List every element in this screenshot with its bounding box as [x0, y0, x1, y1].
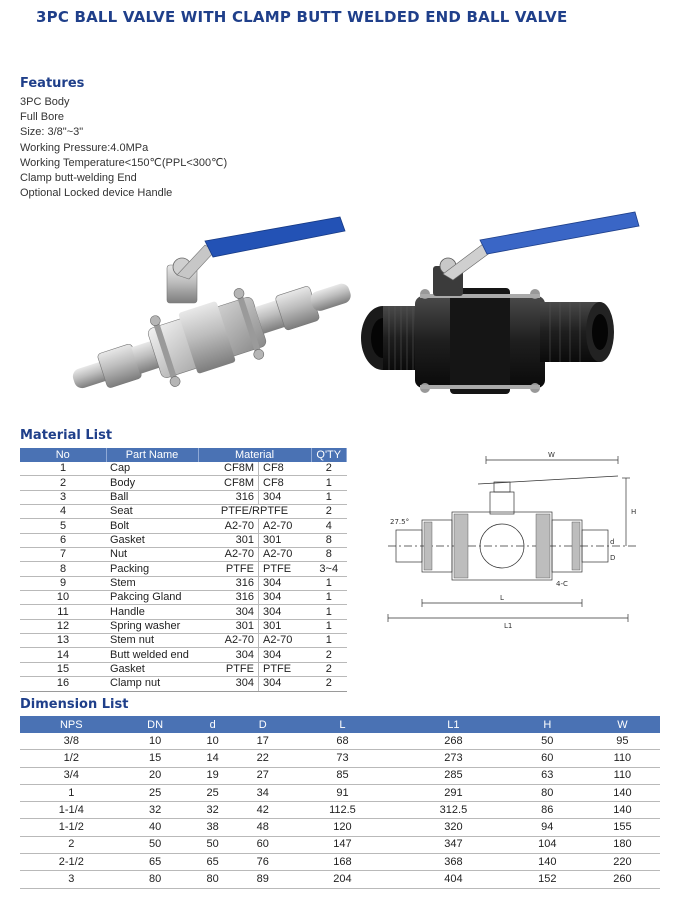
col-qty: Q'TY [311, 448, 347, 462]
material-part-cell: Butt welded end [106, 648, 198, 662]
page-title: 3PC BALL VALVE WITH CLAMP BUTT WELDED END BALL VALVE [36, 8, 568, 26]
dimension-cell: 260 [585, 871, 660, 888]
material-part-cell: Gasket [106, 533, 198, 547]
material-spec-alt-cell: CF8 [259, 476, 312, 490]
material-spec-cell: PTFE [198, 562, 259, 576]
dim-col-nps: NPS [20, 716, 123, 733]
dim-col-l: L [288, 716, 397, 733]
dimension-cell: 50 [510, 733, 585, 750]
material-part-cell: Handle [106, 605, 198, 619]
material-spec-cell: PTFE [198, 662, 259, 676]
material-spec-alt-cell: 304 [259, 591, 312, 605]
material-table-header [20, 448, 347, 462]
material-qty-cell: 1 [311, 576, 347, 590]
material-qty-cell: 1 [311, 619, 347, 633]
dimension-cell: 32 [123, 802, 188, 819]
material-qty-cell: 1 [311, 490, 347, 504]
dimension-cell: 140 [510, 854, 585, 871]
drawing-label-l: L [500, 594, 504, 602]
dimension-cell: 10 [123, 733, 188, 750]
dimension-cell: 15 [123, 750, 188, 767]
dimension-cell: 76 [238, 854, 288, 871]
material-no-cell: 16 [20, 677, 106, 691]
dimension-cell: 168 [288, 854, 397, 871]
material-no-cell: 12 [20, 619, 106, 633]
material-part-cell: Gasket [106, 662, 198, 676]
material-row [20, 476, 347, 490]
feature-item: Working Pressure:4.0MPa [20, 141, 149, 154]
dimension-cell: 368 [397, 854, 510, 871]
dimension-row [20, 836, 660, 853]
dimension-cell: 155 [585, 819, 660, 836]
dimension-row [20, 750, 660, 767]
material-qty-cell: 1 [311, 605, 347, 619]
material-table [20, 448, 347, 692]
features-list [20, 95, 227, 201]
material-no-cell: 13 [20, 634, 106, 648]
dimension-cell: 85 [288, 767, 397, 784]
material-spec-alt-cell: A2-70 [259, 634, 312, 648]
dimension-cell: 120 [288, 819, 397, 836]
material-spec-alt-cell: A2-70 [259, 548, 312, 562]
material-row [20, 648, 347, 662]
dimension-row [20, 854, 660, 871]
material-no-cell: 15 [20, 662, 106, 676]
material-qty-cell: 3~4 [311, 562, 347, 576]
dimension-table [20, 716, 660, 889]
dimension-cell: 34 [238, 784, 288, 801]
material-qty-cell: 2 [311, 662, 347, 676]
dimension-cell: 48 [238, 819, 288, 836]
dimension-cell: 3 [20, 871, 123, 888]
dimension-cell: 1-1/4 [20, 802, 123, 819]
dimension-cell: 1-1/2 [20, 819, 123, 836]
dimension-cell: 63 [510, 767, 585, 784]
material-part-cell: Stem nut [106, 634, 198, 648]
dim-col-w: W [585, 716, 660, 733]
material-row [20, 533, 347, 547]
material-part-cell: Body [106, 476, 198, 490]
material-spec-cell: A2-70 [198, 519, 259, 533]
material-spec-cell: A2-70 [198, 548, 259, 562]
dimension-cell: 50 [123, 836, 188, 853]
dimension-cell: 291 [397, 784, 510, 801]
col-no: No [20, 448, 106, 462]
material-spec-alt-cell: 301 [259, 533, 312, 547]
drawing-label-l1: L1 [504, 622, 513, 630]
dimension-cell: 273 [397, 750, 510, 767]
material-spec-cell: 304 [198, 677, 259, 691]
material-no-cell: 2 [20, 476, 106, 490]
dimension-cell: 204 [288, 871, 397, 888]
dimension-cell: 25 [188, 784, 238, 801]
feature-item: Optional Locked device Handle [20, 187, 173, 200]
dimension-row [20, 767, 660, 784]
material-no-cell: 6 [20, 533, 106, 547]
material-spec-cell: CF8M [198, 476, 259, 490]
dimension-cell: 404 [397, 871, 510, 888]
material-spec-alt-cell: 301 [259, 619, 312, 633]
material-spec-cell: CF8M [198, 462, 259, 476]
material-part-cell: Pakcing Gland [106, 591, 198, 605]
material-row [20, 548, 347, 562]
material-row [20, 519, 347, 533]
material-no-cell: 3 [20, 490, 106, 504]
material-part-cell: Bolt [106, 519, 198, 533]
dimension-cell: 152 [510, 871, 585, 888]
material-spec-cell: PTFE/RPTFE [198, 505, 311, 519]
col-part-name: Part Name [106, 448, 198, 462]
dimension-cell: 104 [510, 836, 585, 853]
dimension-cell: 3/8 [20, 733, 123, 750]
dimension-cell: 65 [123, 854, 188, 871]
material-spec-cell: 304 [198, 605, 259, 619]
material-list-heading: Material List [20, 428, 113, 443]
material-spec-cell: 316 [198, 576, 259, 590]
material-spec-cell: 316 [198, 490, 259, 504]
feature-item: Full Bore [20, 111, 65, 124]
col-material: Material [198, 448, 311, 462]
material-spec-alt-cell: PTFE [259, 662, 312, 676]
dimension-cell: 110 [585, 767, 660, 784]
material-part-cell: Seat [106, 505, 198, 519]
material-part-cell: Spring washer [106, 619, 198, 633]
stainless-valve-photo [55, 215, 355, 390]
material-qty-cell: 2 [311, 462, 347, 476]
dimension-cell: 60 [510, 750, 585, 767]
material-qty-cell: 1 [311, 476, 347, 490]
dim-col-h: H [510, 716, 585, 733]
material-no-cell: 4 [20, 505, 106, 519]
dimension-cell: 268 [397, 733, 510, 750]
material-row [20, 462, 347, 476]
dimension-cell: 80 [123, 871, 188, 888]
material-part-cell: Clamp nut [106, 677, 198, 691]
material-row [20, 562, 347, 576]
drawing-label-big-d: D [610, 554, 616, 562]
dimension-cell: 140 [585, 784, 660, 801]
dimension-table-header [20, 716, 660, 733]
material-qty-cell: 2 [311, 648, 347, 662]
material-part-cell: Nut [106, 548, 198, 562]
material-qty-cell: 2 [311, 677, 347, 691]
dimension-cell: 42 [238, 802, 288, 819]
material-spec-alt-cell: 304 [259, 648, 312, 662]
material-row [20, 662, 347, 676]
dimension-cell: 27 [238, 767, 288, 784]
material-row [20, 490, 347, 504]
dimension-row [20, 733, 660, 750]
feature-item: Clamp butt-welding End [20, 172, 137, 185]
dimension-row [20, 819, 660, 836]
dimension-cell: 110 [585, 750, 660, 767]
dimension-cell: 285 [397, 767, 510, 784]
material-qty-cell: 1 [311, 634, 347, 648]
material-qty-cell: 2 [311, 505, 347, 519]
black-valve-photo [355, 210, 655, 395]
dimension-cell: 25 [123, 784, 188, 801]
dimension-cell: 2 [20, 836, 123, 853]
dimension-cell: 73 [288, 750, 397, 767]
dimension-cell: 347 [397, 836, 510, 853]
material-part-cell: Packing [106, 562, 198, 576]
material-row [20, 605, 347, 619]
dimension-cell: 65 [188, 854, 238, 871]
dimension-cell: 112.5 [288, 802, 397, 819]
dimension-cell: 40 [123, 819, 188, 836]
dimension-cell: 320 [397, 819, 510, 836]
dimension-cell: 140 [585, 802, 660, 819]
material-spec-alt-cell: CF8 [259, 462, 312, 476]
dimension-cell: 50 [188, 836, 238, 853]
drawing-label-angle: 27.5° [390, 518, 410, 526]
dimension-cell: 89 [238, 871, 288, 888]
material-spec-cell: 301 [198, 619, 259, 633]
material-row [20, 634, 347, 648]
dimension-cell: 19 [188, 767, 238, 784]
feature-item: Size: 3/8"~3" [20, 126, 84, 139]
material-part-cell: Ball [106, 490, 198, 504]
dimension-cell: 2-1/2 [20, 854, 123, 871]
material-row [20, 619, 347, 633]
material-spec-alt-cell: 304 [259, 576, 312, 590]
dimension-cell: 220 [585, 854, 660, 871]
valve-drawing [378, 448, 648, 638]
dimension-cell: 94 [510, 819, 585, 836]
dimension-cell: 180 [585, 836, 660, 853]
dimension-cell: 147 [288, 836, 397, 853]
dimension-cell: 95 [585, 733, 660, 750]
material-spec-alt-cell: 304 [259, 605, 312, 619]
material-part-cell: Stem [106, 576, 198, 590]
dimension-cell: 20 [123, 767, 188, 784]
dim-col-d: D [238, 716, 288, 733]
feature-item: 3PC Body [20, 96, 70, 108]
material-no-cell: 1 [20, 462, 106, 476]
material-spec-cell: A2-70 [198, 634, 259, 648]
material-row [20, 505, 347, 519]
dimension-row [20, 802, 660, 819]
dimension-cell: 17 [238, 733, 288, 750]
dimension-cell: 10 [188, 733, 238, 750]
dimension-cell: 14 [188, 750, 238, 767]
material-row [20, 677, 347, 691]
dimension-cell: 86 [510, 802, 585, 819]
material-spec-alt-cell: 304 [259, 490, 312, 504]
dimension-cell: 3/4 [20, 767, 123, 784]
dimension-cell: 80 [188, 871, 238, 888]
material-no-cell: 8 [20, 562, 106, 576]
material-part-cell: Cap [106, 462, 198, 476]
material-spec-alt-cell: 304 [259, 677, 312, 691]
dimension-cell: 91 [288, 784, 397, 801]
dim-col-dn: DN [123, 716, 188, 733]
material-qty-cell: 1 [311, 591, 347, 605]
drawing-label-4c: 4-C [556, 580, 568, 588]
material-no-cell: 11 [20, 605, 106, 619]
material-row [20, 576, 347, 590]
dimension-row [20, 784, 660, 801]
material-no-cell: 10 [20, 591, 106, 605]
drawing-label-d: d [610, 538, 615, 546]
dimension-cell: 312.5 [397, 802, 510, 819]
dimension-cell: 1/2 [20, 750, 123, 767]
dimension-cell: 32 [188, 802, 238, 819]
material-no-cell: 5 [20, 519, 106, 533]
dimension-cell: 68 [288, 733, 397, 750]
dimension-cell: 60 [238, 836, 288, 853]
material-spec-alt-cell: PTFE [259, 562, 312, 576]
dimension-cell: 1 [20, 784, 123, 801]
material-no-cell: 7 [20, 548, 106, 562]
material-spec-cell: 301 [198, 533, 259, 547]
drawing-label-w: W [548, 451, 555, 459]
feature-item: Working Temperature<150℃(PPL<300℃) [20, 156, 228, 169]
dimension-cell: 80 [510, 784, 585, 801]
material-row [20, 591, 347, 605]
material-qty-cell: 8 [311, 533, 347, 547]
dimension-cell: 22 [238, 750, 288, 767]
dimension-list-heading: Dimension List [20, 697, 129, 712]
material-qty-cell: 8 [311, 548, 347, 562]
material-spec-cell: 304 [198, 648, 259, 662]
material-no-cell: 14 [20, 648, 106, 662]
drawing-label-h: H [631, 508, 637, 516]
dim-col-l1: L1 [397, 716, 510, 733]
material-spec-alt-cell: A2-70 [259, 519, 312, 533]
dim-col-d: d [188, 716, 238, 733]
material-spec-cell: 316 [198, 591, 259, 605]
dimension-cell: 38 [188, 819, 238, 836]
material-no-cell: 9 [20, 576, 106, 590]
features-heading: Features [20, 76, 85, 91]
material-qty-cell: 4 [311, 519, 347, 533]
dimension-row [20, 871, 660, 888]
